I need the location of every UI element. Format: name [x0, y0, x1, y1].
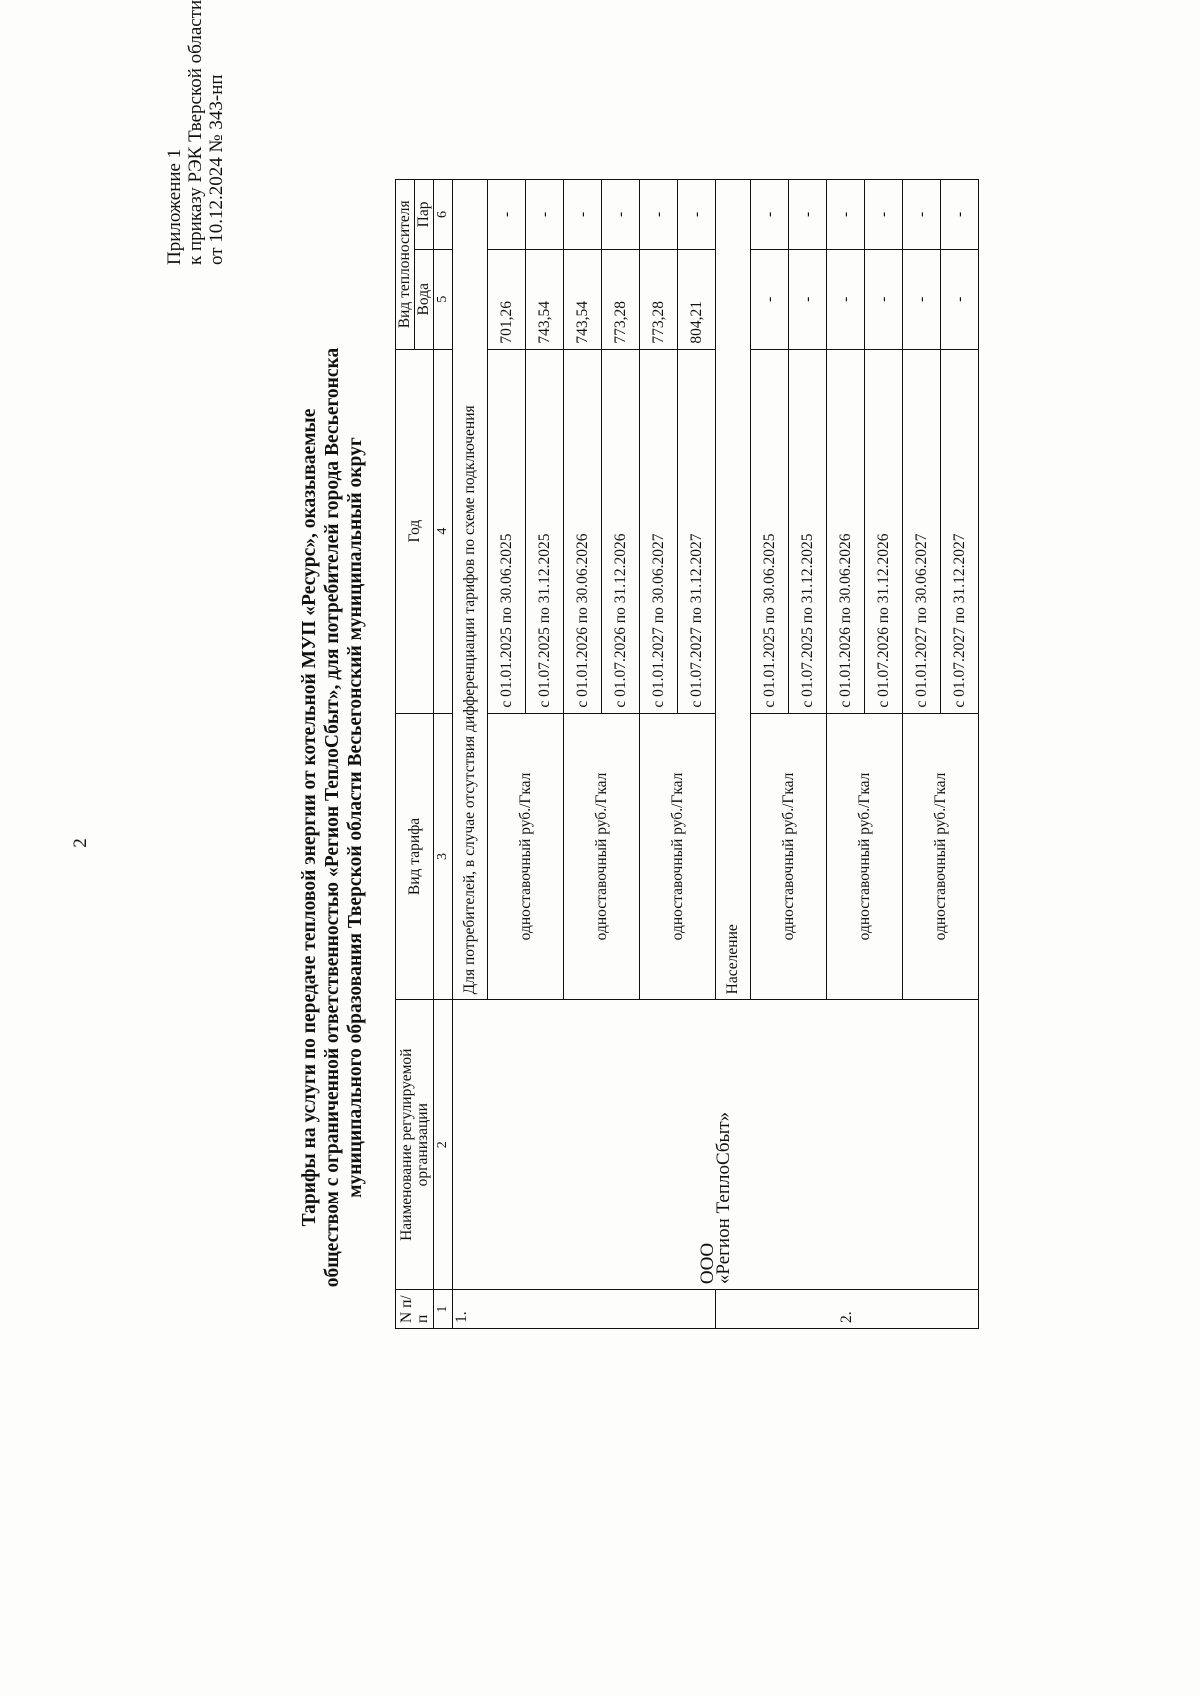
steam-value-cell: - [526, 180, 564, 250]
water-value-cell: 773,28 [602, 249, 640, 349]
tariff-type-cell: одноставочный руб./Гкал [564, 713, 640, 1000]
column-number: 3 [434, 713, 453, 1000]
appendix-line-1: Приложение 1 [164, 148, 185, 265]
column-number: 6 [434, 180, 453, 250]
group-label: Население [716, 180, 751, 1000]
period-cell: с 01.07.2027 по 31.12.2027 [941, 349, 979, 713]
steam-value-cell: - [602, 180, 640, 250]
water-value-cell: - [751, 249, 789, 349]
group-number: 1. [453, 1290, 716, 1329]
water-value-cell: 743,54 [564, 249, 602, 349]
appendix-line-3: от 10.12.2024 № 343-нп [206, 74, 227, 265]
title-line-1: Тарифы на услуги по передаче тепловой энергии от котельной МУП «Ресурс», оказываемые [299, 408, 320, 1227]
steam-value-cell: - [564, 180, 602, 250]
column-number: 5 [434, 249, 453, 349]
period-cell: с 01.01.2026 по 30.06.2026 [564, 349, 602, 713]
period-cell: с 01.07.2027 по 31.12.2027 [678, 349, 716, 713]
organization-name [453, 1000, 979, 1290]
water-value-cell: - [865, 249, 903, 349]
tariff-type-cell: одноставочный руб./Гкал [903, 713, 979, 1000]
period-cell: с 01.07.2026 по 31.12.2026 [602, 349, 640, 713]
title-line-2: обществом с ограниченной ответственностью «Регион ТеплоСбыт», для потребителей города Весьегонска [322, 347, 343, 1288]
period-cell: с 01.07.2025 по 31.12.2025 [526, 349, 564, 713]
period-cell: с 01.01.2025 по 30.06.2025 [488, 349, 526, 713]
tariff-type-cell: одноставочный руб./Гкал [827, 713, 903, 1000]
steam-value-cell: - [789, 180, 827, 250]
header-organization: Наименование регулируемой организации [396, 1000, 434, 1290]
water-value-cell: 743,54 [526, 249, 564, 349]
tariff-type-cell: одноставочный руб./Гкал [640, 713, 716, 1000]
appendix-line-2: к приказу РЭК Тверской области [185, 0, 206, 265]
water-value-cell: - [827, 249, 865, 349]
tariff-type-cell: одноставочный руб./Гкал [751, 713, 827, 1000]
document-title [298, 165, 367, 1470]
column-number-row [434, 180, 453, 1329]
period-cell: с 01.07.2026 по 31.12.2026 [865, 349, 903, 713]
water-value-cell: 773,28 [640, 249, 678, 349]
steam-value-cell: - [903, 180, 941, 250]
steam-value-cell: - [488, 180, 526, 250]
header-row [396, 180, 415, 1329]
column-number: 4 [434, 349, 453, 713]
period-cell: с 01.01.2027 по 30.06.2027 [640, 349, 678, 713]
steam-value-cell: - [827, 180, 865, 250]
tariff-type-cell: одноставочный руб./Гкал [488, 713, 564, 1000]
header-steam: Пар [415, 180, 434, 250]
header-n: N п/п [396, 1290, 434, 1329]
header-year: Год [396, 349, 434, 713]
column-number: 2 [434, 1000, 453, 1290]
header-water: Вода [415, 249, 434, 349]
header-heat-carrier: Вид теплоносителя [396, 180, 415, 350]
group-row-consumers [453, 180, 488, 1329]
page-number: 2 [69, 838, 91, 848]
group-number: 2. [716, 1290, 979, 1329]
group-label: Для потребителей, в случае отсутствия дифференциации тарифов по схеме подключения [453, 180, 488, 1000]
water-value-cell: 701,26 [488, 249, 526, 349]
period-cell: с 01.01.2026 по 30.06.2026 [827, 349, 865, 713]
water-value-cell: 804,21 [678, 249, 716, 349]
water-value-cell: - [789, 249, 827, 349]
period-cell: с 01.01.2025 по 30.06.2025 [751, 349, 789, 713]
tariff-table [395, 179, 979, 1329]
organization-line-1: ООО [696, 1242, 718, 1285]
rotated-document-content [50, 0, 1190, 1560]
steam-value-cell: - [678, 180, 716, 250]
organization-line-2: «Регион ТеплоСбыт» [712, 1111, 734, 1285]
steam-value-cell: - [751, 180, 789, 250]
period-cell: с 01.01.2027 по 30.06.2027 [903, 349, 941, 713]
title-line-3: муниципального образования Тверской области Весьегонский муниципальный округ [345, 437, 366, 1198]
steam-value-cell: - [941, 180, 979, 250]
steam-value-cell: - [640, 180, 678, 250]
column-number: 1 [434, 1290, 453, 1329]
period-cell: с 01.07.2025 по 31.12.2025 [789, 349, 827, 713]
header-tariff-type: Вид тарифа [396, 713, 434, 1000]
steam-value-cell: - [865, 180, 903, 250]
water-value-cell: - [941, 249, 979, 349]
appendix-reference [164, 0, 227, 265]
water-value-cell: - [903, 249, 941, 349]
